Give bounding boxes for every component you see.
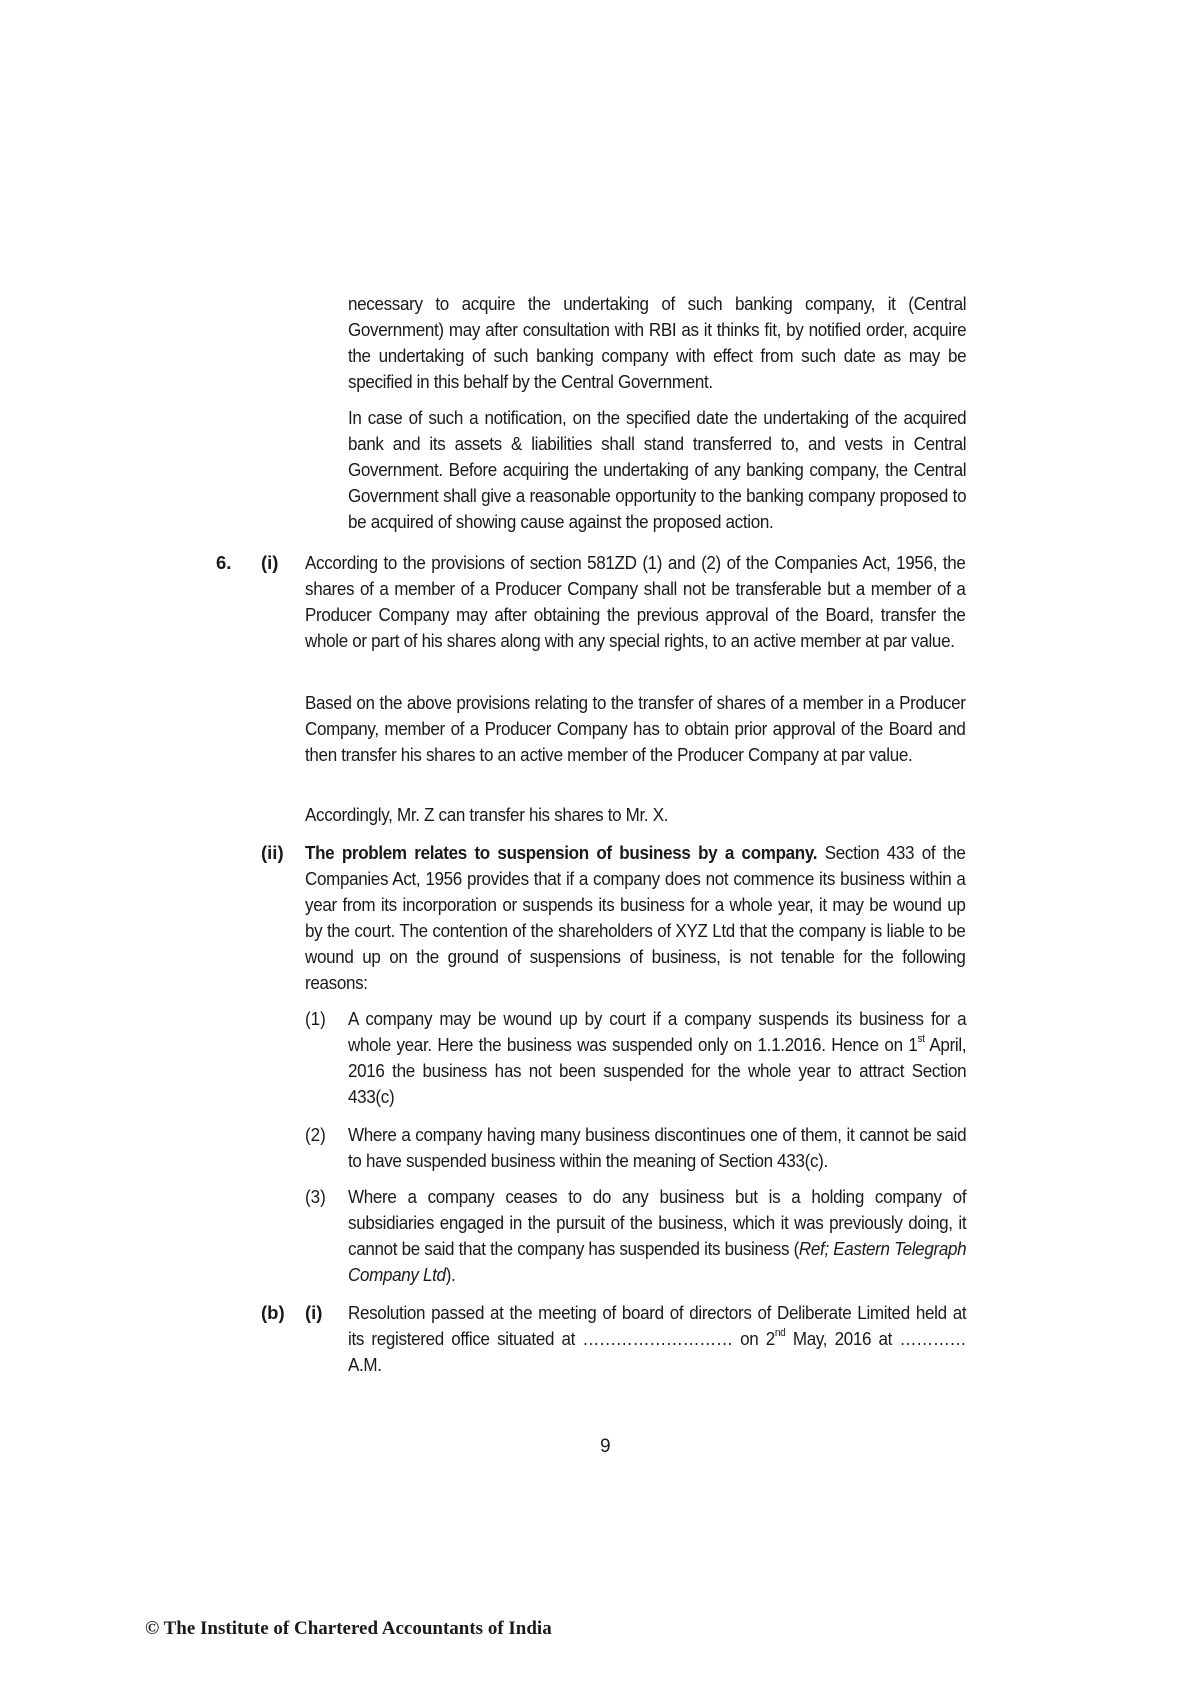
footer-copyright: © The Institute of Chartered Accountants of India (145, 1618, 552, 1639)
part-ii-label: (ii) (261, 842, 284, 863)
part-ii-bold-lead: The problem relates to suspension of business by a company. (305, 842, 818, 863)
reason-1-text: A company may be wound up by court if a company suspends its business for a whole year. Here the business was suspended only on 1.1.2016. Hence on 1st April, 2016 the business has not been suspended for the whole year to attract Section 433(c) (348, 1008, 967, 1107)
part-b-i-text: Resolution passed at the meeting of board of directors of Deliberate Limited held at its registered office situated at ……………………… on 2nd May, 2016 at ………… A.M. (348, 1302, 967, 1375)
part-b-label: (b) (261, 1302, 285, 1323)
reason-2-text: Where a company having many business discontinues one of them, it cannot be said to have suspended business within the meaning of Section 433(c). (348, 1124, 967, 1171)
part-i-paragraph-1: According to the provisions of section 581ZD (1) and (2) of the Companies Act, 1956, the shares of a member of a Producer Company shall not be transferable but a member of a Producer Company may after obtaining the previous approval of the Board, transfer the whole or part of his shares along with any special rights, to an active member at par value. (305, 552, 966, 651)
part-i-label: (i) (261, 552, 279, 573)
intro-paragraph-1: necessary to acquire the undertaking of such banking company, it (Central Government) may after consultation with RBI as it thinks fit, by notified order, acquire the undertaking of such banking company with effect from such date as may be specified in this behalf by the Central Government. (348, 293, 967, 392)
intro-paragraph-2: In case of such a notification, on the specified date the undertaking of the acquired bank and its assets & liabilities shall stand transferred to, and vests in Central Government. Before acquiring the undertaking of any banking company, the Central Government shall give a reasonable opportunity to the banking company proposed to be acquired of showing cause against the proposed action. (348, 407, 967, 532)
question-number: 6. (216, 552, 232, 573)
part-ii-paragraph (305, 840, 966, 996)
reason-3-number: (3) (305, 1186, 326, 1207)
reason-3-text: Where a company ceases to do any business but is a holding company of subsidiaries engaged in the pursuit of the business, which it was previously doing, it cannot be said that the company has suspended its business (Ref; Eastern Telegraph Company Ltd). (348, 1186, 967, 1285)
page-number: 9 (600, 1436, 611, 1457)
reason-1-number: (1) (305, 1008, 326, 1029)
part-b-sub-label: (i) (305, 1302, 323, 1323)
part-i-paragraph-2: Based on the above provisions relating to the transfer of shares of a member in a Producer Company, member of a Producer Company has to obtain prior approval of the Board and then transfer his shares to an active member of the Producer Company at par value. (305, 692, 966, 765)
part-ii-text: Section 433 of the Companies Act, 1956 provides that if a company does not commence its business within a year from its incorporation or suspends its business for a whole year, it may be wound up by the court. The contention of the shareholders of XYZ Ltd that the company is liable to be wound up on the ground of suspensions of business, is not tenable for the following reasons: (305, 842, 966, 993)
part-i-paragraph-3: Accordingly, Mr. Z can transfer his shares to Mr. X. (305, 804, 669, 825)
reason-2-number: (2) (305, 1124, 326, 1145)
